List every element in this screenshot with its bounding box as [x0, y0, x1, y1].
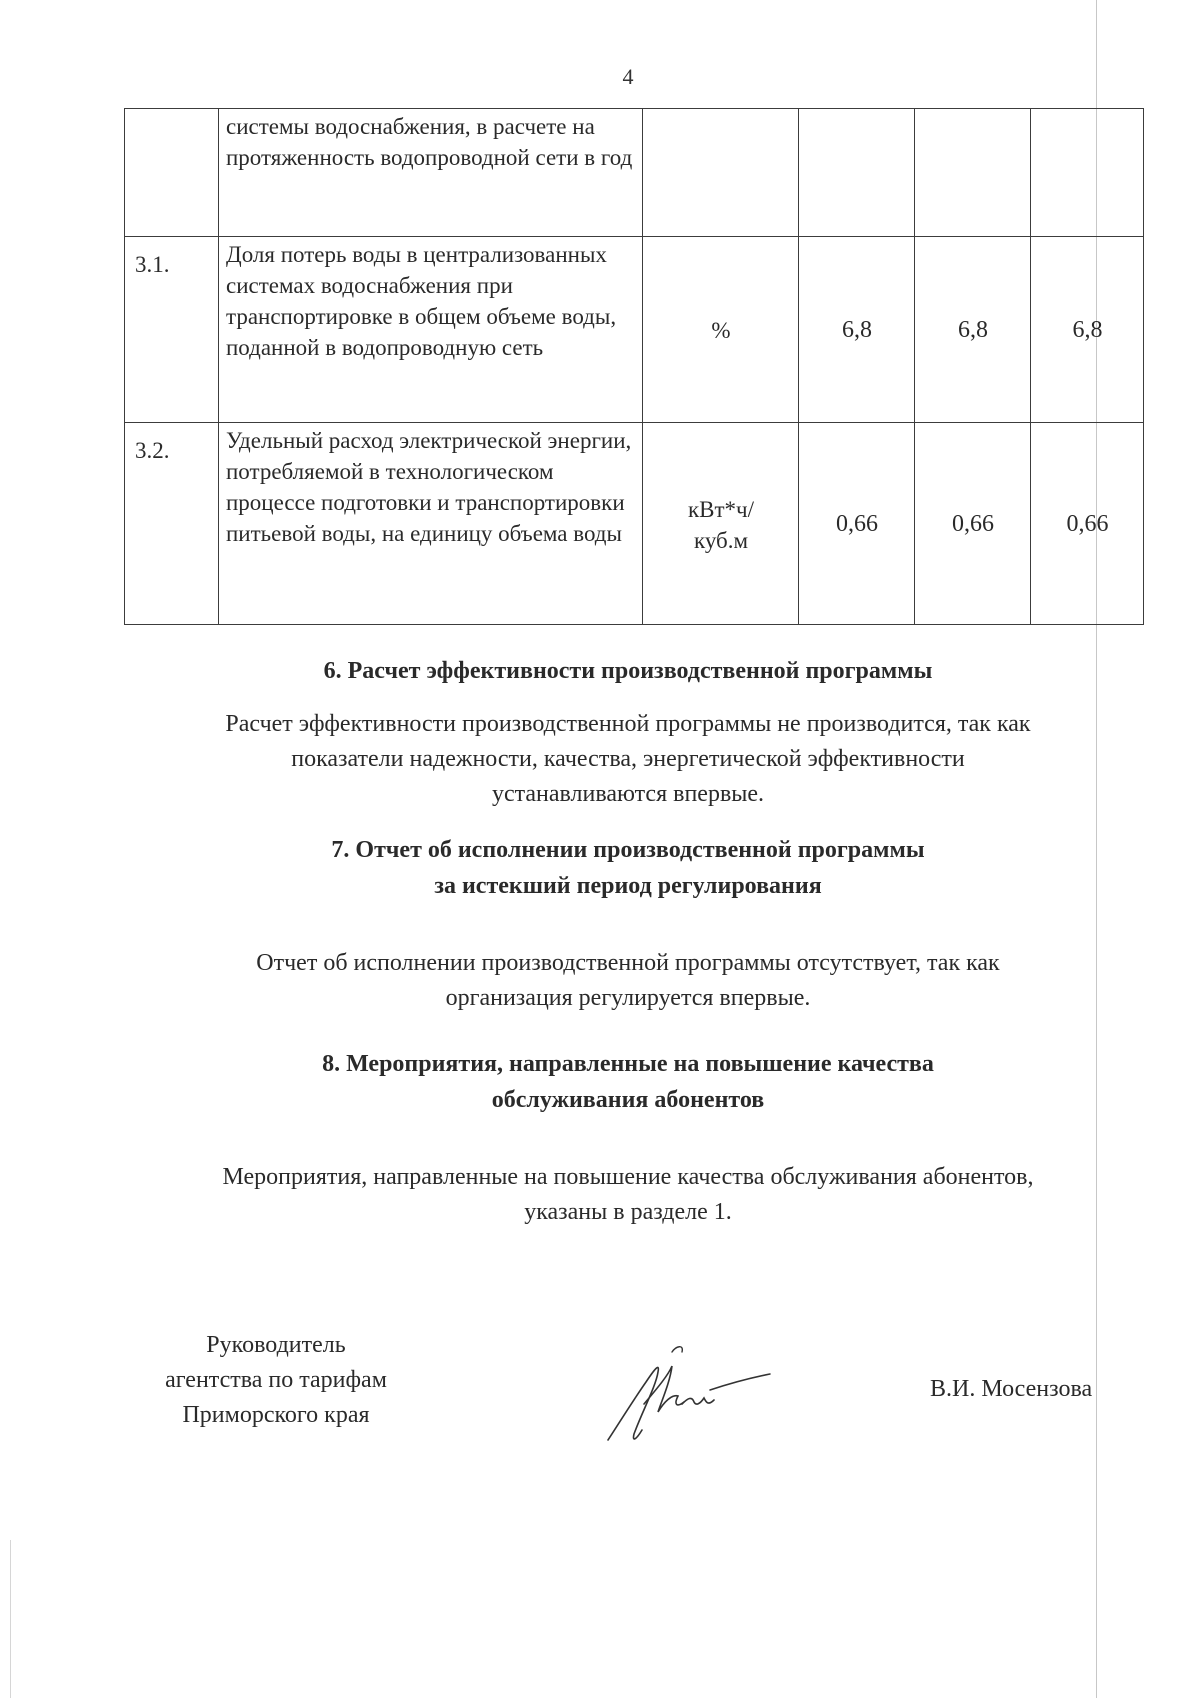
unit-cell — [643, 109, 799, 237]
heading-line: обслуживания абонентов — [491, 1087, 765, 1113]
unit-cell: % — [643, 237, 799, 423]
position-line: Приморского края — [182, 1402, 370, 1428]
unit-cell — [643, 423, 799, 625]
value-cell — [799, 109, 915, 237]
value-cell: 0,66 — [1031, 423, 1144, 625]
unit-line: куб.м — [693, 527, 749, 553]
heading-line: 7. Отчет об исполнении производственной программы — [331, 837, 925, 863]
page-number: 4 — [622, 64, 634, 89]
section-6-heading: 6. Расчет эффективности производственной программы — [323, 658, 933, 684]
scan-edge-line-left — [10, 1540, 11, 1698]
section-8-heading — [0, 1046, 1200, 1118]
handwritten-signature — [598, 1342, 774, 1454]
value-cell — [1031, 109, 1144, 237]
indicator-name-cell: Удельный расход электрической энергии, потребляемой в технологическом процессе подготовки и транспортировки питьевой воды, на единицу объема воды — [219, 423, 643, 625]
table-row — [125, 423, 1144, 625]
value-cell: 6,8 — [1031, 237, 1144, 423]
unit-line: кВт*ч/ — [687, 496, 755, 522]
text-line: организация регулируется впервые. — [445, 985, 811, 1011]
text-line: Мероприятия, направленные на повышение качества обслуживания абонентов, — [222, 1164, 1034, 1190]
value-cell: 6,8 — [799, 237, 915, 423]
text-line: указаны в разделе 1. — [524, 1199, 732, 1225]
indicator-name-cell: системы водоснабжения, в расчете на протяженность водопроводной сети в год — [219, 109, 643, 237]
table-row — [125, 237, 1144, 423]
signatory-name: В.И. Мосензова — [930, 1376, 1093, 1402]
section-8-text — [0, 1160, 1200, 1230]
value-cell: 0,66 — [799, 423, 915, 625]
section-7-heading — [0, 832, 1200, 904]
table-row — [125, 109, 1144, 237]
text-line: устанавливаются впервые. — [491, 781, 765, 807]
value-cell: 0,66 — [915, 423, 1031, 625]
row-number-cell — [125, 109, 219, 237]
value-cell: 6,8 — [915, 237, 1031, 423]
row-number-cell: 3.1. — [125, 237, 219, 423]
indicator-name-cell: Доля потерь воды в централизованных системах водоснабжения при транспортировке в общем объеме воды, поданной в водопроводную сеть — [219, 237, 643, 423]
section-6-text — [0, 707, 1200, 812]
indicators-table — [124, 108, 1144, 625]
heading-line: 8. Мероприятия, направленные на повышение качества — [322, 1051, 934, 1077]
value-cell — [915, 109, 1031, 237]
position-line: агентства по тарифам — [165, 1367, 387, 1393]
text-line: показатели надежности, качества, энергетической эффективности — [291, 746, 965, 772]
position-line: Руководитель — [206, 1332, 346, 1358]
heading-line: за истекший период регулирования — [434, 873, 822, 899]
row-number-cell: 3.2. — [125, 423, 219, 625]
text-line: Расчет эффективности производственной программы не производится, так как — [225, 711, 1031, 737]
text-line: Отчет об исполнении производственной программы отсутствует, так как — [256, 950, 1000, 976]
section-7-text — [0, 946, 1200, 1016]
signatory-position — [140, 1328, 412, 1433]
